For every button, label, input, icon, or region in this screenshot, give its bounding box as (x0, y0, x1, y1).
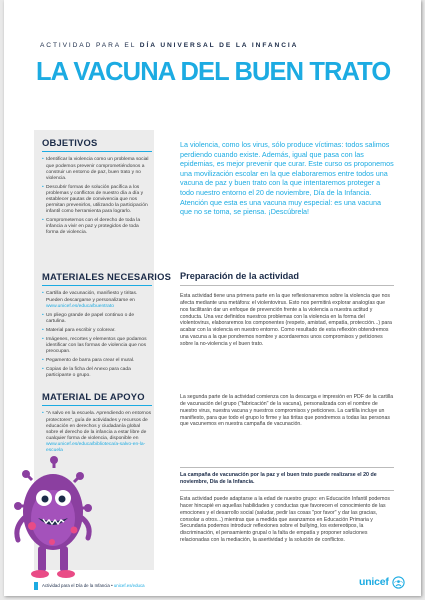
callout-box (180, 467, 394, 491)
prep-heading: Preparación de la actividad (180, 271, 299, 281)
objetivo-item: • Descubrir formas de solución pacífica a los problemas y conflictos de nuestro día a día y establecer pautas de convivencia que nos permitan prevenirlos, utilizando la participación infantil como herramienta para lograrlo. (42, 185, 152, 215)
a-salvo-link[interactable]: www.unicef.es/educa/biblioteca/a-salvo-en-la-escuela (46, 441, 146, 453)
buentrato-link[interactable]: www.unicef.es/educa/buentrato (46, 303, 114, 309)
callout-text: La campaña de vacunación por la paz y el buen trato puede realizarse el 20 de noviembre, Día de la Infancia. (180, 472, 377, 485)
footer-accent-bar (34, 582, 38, 590)
objetivos-list (42, 157, 152, 236)
footer-label: Actividad para el Día de la Infancia (42, 583, 110, 588)
footer-text (42, 583, 145, 588)
intro-text: La violencia, como los virus, sólo produce víctimas: todos salimos perdiendo cuando existe. Además, igual que pasa con las epidemias, es mejor prevenir que curar. Este curso os proponemos una movilización escolar en la que elaboraremos entre todos una vacuna de paz y buen trato con la que intentaremos proteger a todo nuestro entorno el 20 de noviembre, Día de la Infancia. Atención que esta es una vacuna muy especial: es una vacuna que no se toma, se piensa. ¡Descúbrela! (180, 140, 394, 217)
objetivo-item: • Comprometernos con el derecho de toda la infancia a vivir en paz y protegidos de toda forma de violencia. (42, 218, 152, 236)
objetivo-item: • Identificar la violencia como un problema social que podemos prevenir comprometiéndonos a construir un entorno de paz, buen trato y no violencia. (42, 157, 152, 181)
apoyo-list (42, 411, 152, 454)
material-item: • Un pliego grande de papel continuo o de cartulina. (42, 313, 152, 325)
kicker-bold: DÍA UNIVERSAL DE LA INFANCIA (139, 42, 299, 49)
apoyo-item (42, 411, 152, 454)
material-item (42, 291, 152, 309)
objetivos-heading: OBJETIVOS (42, 138, 152, 152)
violentovirus-mascot-icon (12, 452, 94, 586)
material-item-text: Cartilla de vacunación, manifiesto y tiritas. Pueden descargarse y personalizarse en (46, 291, 138, 303)
apoyo-heading: MATERIAL DE APOYO (42, 392, 152, 406)
paragraph-3: Esta actividad puede adaptarse a la edad de nuestro grupo: en Educación Infantil podemos hacer hincapié en aquellas habilidades y conductas que favorecen el conocimiento de las emociones y el desarrollo social (saludar, pedir las cosas "por favor" y dar las gracias, consolar a otros...) mientras que a medida que avanzamos en Educación Primaria y Secundaria podemos introducir reflexiones sobre el bullying, los estereotipos, la discriminación, el pensamiento grupal o la falta de empatía y proponer soluciones relacionadas con la mediación, la asertividad y la solución de conflictos. (180, 496, 390, 544)
footer-separator: • (109, 583, 114, 588)
apoyo-section (42, 392, 152, 457)
page-title: LA VACUNA DEL BUEN TRATO (36, 58, 391, 86)
kicker-prefix: ACTIVIDAD PARA EL (40, 42, 140, 49)
document-page (4, 0, 421, 596)
unicef-globe-logo-icon (392, 576, 405, 589)
paragraph-1: Esta actividad tiene una primera parte en la que reflexionaremos sobre la violencia que nos afecta mediante una metáfora: el violentovirus. Esto nos permitirá explorar analogías que nos facilitarán dar un enfoque de prevención frente a la violencia a nuestra actitud y conducta. Una vez definidos nuestros problemas con la violencia en la forma del violentovirus, elaboraremos los componentes (respeto, amistad, empatía, protección...) para acabar con la violencia en nuestro entorno. Como resultado de esta reflexión obtendremos una vacuna a la que pondremos nombre y acordaremos unos compromisos y peticiones sobre la no-violencia y el buen trato. (180, 293, 392, 347)
materiales-list (42, 291, 152, 379)
material-item: • Pegamento de barra para crear el mural. (42, 358, 152, 364)
unicef-wordmark: unicef (359, 576, 389, 588)
material-item: • Imágenes, recortes y elementos que podamos identificar con las formas de violencia que nos preocupan. (42, 337, 152, 355)
paragraph-2: La segunda parte de la actividad comienza con la descarga e impresión en PDF de la cartilla de vacunación del grupo ("fabricación" de la vacuna), personalizada con el nombre de nuestro virus, nuestra vacuna y nuestros compromisos y peticiones. La cartilla incluye un manifiesto, para que todo el grupo lo firme y las tiritas que pondremos a todas las personas que vacunemos en nuestra campaña de vacunación. (180, 394, 394, 428)
footer-link[interactable]: unicef.es/educa (113, 583, 145, 588)
prep-divider (180, 285, 394, 286)
apoyo-item-text: "A salvo en la escuela. Aprendiendo en entornos protectores", guía de actividades y recursos de educación en derechos y ciudadanía global sobre el derecho de la infancia a estar libre de cualquier forma de violencia, disponible en (46, 411, 152, 441)
materiales-section (42, 271, 172, 383)
materiales-heading: MATERIALES NECESARIOS (42, 272, 152, 286)
kicker (40, 42, 298, 49)
material-item: • Copias de la ficha del Anexo para cada participante o grupo. (42, 367, 152, 379)
material-item: • Material para escribir y colorear. (42, 328, 152, 334)
objetivos-section (42, 138, 152, 240)
